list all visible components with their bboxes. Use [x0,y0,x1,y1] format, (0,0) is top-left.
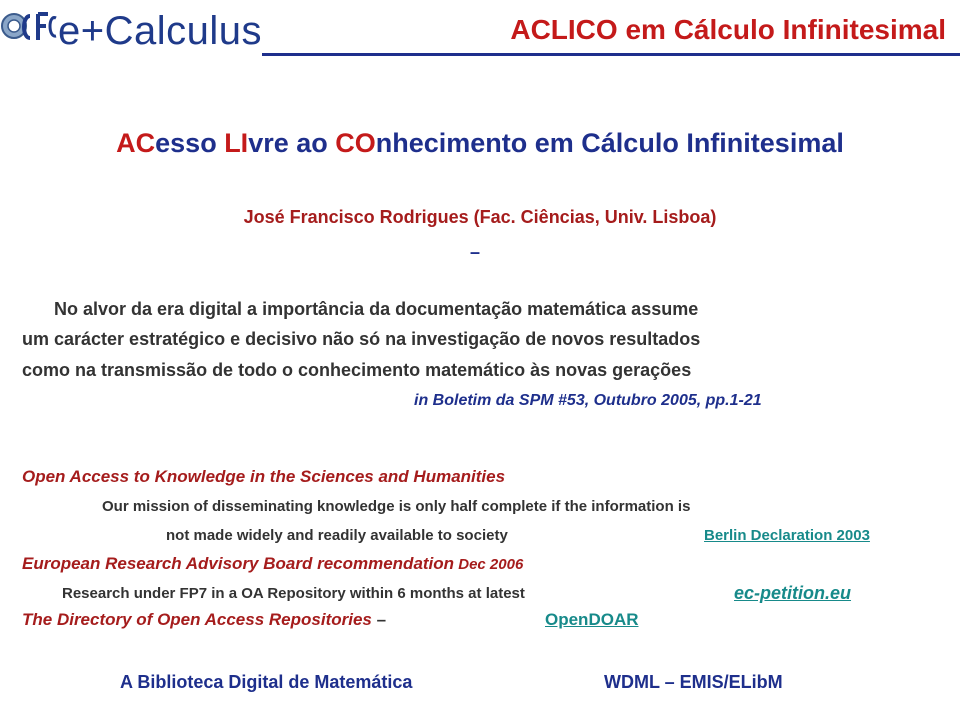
quote-citation: in Boletim da SPM #53, Outubro 2005, pp.1-21 [414,392,762,409]
ofc-emblem-icon [0,6,58,52]
headline-part: CO [335,128,376,158]
doar-line [22,610,386,630]
quote-line-1: No alvor da era digital a importância da documentação matemática assume [54,299,699,319]
headline-part: AC [116,128,156,158]
page-title: ACLICO em Cálculo Infinitesimal [510,14,946,45]
doar-separator: – [371,610,387,629]
footer-right-label: WDML – EMIS/ELibM [604,672,783,692]
author-line: José Francisco Rodrigues (Fac. Ciências, Univ. Lisboa) [243,207,717,227]
headline-part: vre ao [248,128,336,158]
open-access-heading: Open Access to Knowledge in the Sciences and Humanities [22,467,506,486]
erab-heading [22,554,523,574]
quote-line-2: um carácter estratégico e decisivo não só na investigação de novos resultados [22,329,701,349]
quote-line-3: como na transmissão de todo o conhecimento matemático às novas gerações [22,360,692,380]
logo [0,6,262,52]
headline-part: nhecimento em Cálculo Infinitesimal [375,128,844,158]
header-rule [262,53,960,56]
erab-date: Dec 2006 [454,556,524,573]
headline-part: esso [155,128,225,158]
footer-left-label: A Biblioteca Digital de Matemática [120,672,413,692]
opendoar-link[interactable]: OpenDOAR [545,610,639,629]
open-access-line-1: Our mission of disseminating knowledge is only half complete if the information is [102,498,691,515]
open-access-line-2: not made widely and readily available to society [166,527,508,544]
logo-text: e+Calculus [58,9,263,53]
ec-petition-link[interactable]: ec-petition.eu [734,583,852,603]
erab-line: Research under FP7 in a OA Repository within 6 months at latest [62,585,525,602]
berlin-declaration-link[interactable]: Berlin Declaration 2003 [704,527,870,544]
headline-part: LI [224,128,249,158]
headline [0,128,960,159]
dash-separator: – [470,242,481,262]
doar-heading: The Directory of Open Access Repositories [22,610,372,629]
erab-heading-text: European Research Advisory Board recommendation [22,554,455,573]
